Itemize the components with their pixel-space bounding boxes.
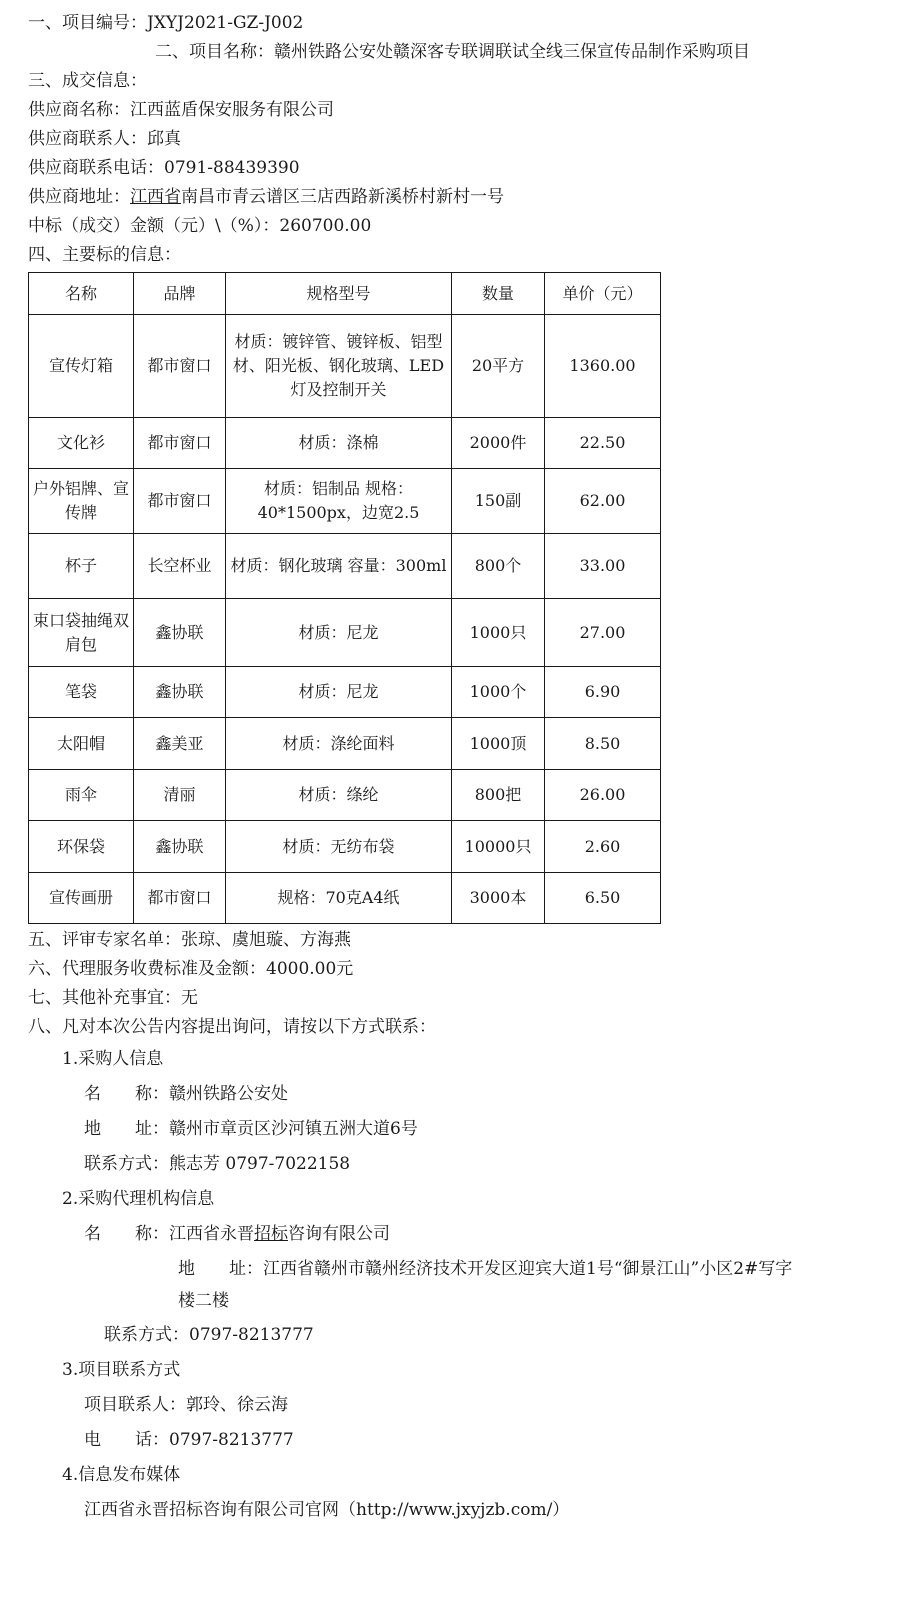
cell-name: 宣传灯箱 bbox=[29, 315, 134, 418]
cell-brand: 都市窗口 bbox=[134, 418, 226, 469]
table-row bbox=[29, 770, 661, 821]
header-name: 名称 bbox=[29, 273, 134, 315]
header-spec: 规格型号 bbox=[226, 273, 452, 315]
cell-name: 文化衫 bbox=[29, 418, 134, 469]
buyer-contact: 联系方式：熊志芳 0797-7022158 bbox=[84, 1154, 351, 1174]
cell-name: 宣传画册 bbox=[29, 873, 134, 924]
cell-price: 6.90 bbox=[545, 667, 661, 718]
cell-name: 太阳帽 bbox=[29, 718, 134, 770]
cell-brand: 鑫协联 bbox=[134, 667, 226, 718]
table-row bbox=[29, 534, 661, 599]
cell-spec: 材质：尼龙 bbox=[226, 599, 452, 667]
cell-spec: 材质：涤纶面料 bbox=[226, 718, 452, 770]
cell-brand: 鑫协联 bbox=[134, 599, 226, 667]
project-number: 一、项目编号：JXYJ2021-GZ-J002 bbox=[28, 13, 304, 33]
cell-spec: 材质：无纺布袋 bbox=[226, 821, 452, 873]
cell-name: 雨伞 bbox=[29, 770, 134, 821]
table-row bbox=[29, 469, 661, 534]
agency-address-line1: 地 址：江西省赣州市赣州经济技术开发区迎宾大道1号“御景江山”小区2#写字 bbox=[178, 1259, 793, 1279]
cell-name: 束口袋抽绳双肩包 bbox=[29, 599, 134, 667]
media-heading: 4.信息发布媒体 bbox=[62, 1465, 181, 1485]
cell-qty: 10000只 bbox=[452, 821, 545, 873]
cell-brand: 都市窗口 bbox=[134, 315, 226, 418]
cell-qty: 150副 bbox=[452, 469, 545, 534]
other-matters: 七、其他补充事宜：无 bbox=[28, 988, 198, 1008]
deal-info-heading: 三、成交信息： bbox=[28, 71, 147, 91]
table-row bbox=[29, 315, 661, 418]
agency-name-suffix: 咨询有限公司 bbox=[288, 1224, 390, 1244]
buyer-info-heading: 1.采购人信息 bbox=[62, 1049, 164, 1069]
cell-name: 户外铝牌、宣传牌 bbox=[29, 469, 134, 534]
cell-brand: 长空杯业 bbox=[134, 534, 226, 599]
cell-spec: 材质：镀锌管、镀锌板、铝型材、阳光板、钢化玻璃、LED灯及控制开关 bbox=[226, 315, 452, 418]
table-row bbox=[29, 667, 661, 718]
cell-brand: 清丽 bbox=[134, 770, 226, 821]
supplier-address bbox=[28, 186, 504, 208]
supplier-address-province: 江西省 bbox=[130, 187, 181, 207]
cell-brand: 鑫美亚 bbox=[134, 718, 226, 770]
cell-price: 8.50 bbox=[545, 718, 661, 770]
table-header-row bbox=[29, 273, 661, 315]
cell-qty: 800把 bbox=[452, 770, 545, 821]
cell-spec: 材质：铝制品 规格：40*1500px，边宽2.5 bbox=[226, 469, 452, 534]
header-qty: 数量 bbox=[452, 273, 545, 315]
cell-spec: 材质：涤棉 bbox=[226, 418, 452, 469]
items-table bbox=[28, 272, 661, 924]
cell-qty: 800个 bbox=[452, 534, 545, 599]
cell-price: 33.00 bbox=[545, 534, 661, 599]
cell-price: 62.00 bbox=[545, 469, 661, 534]
table-row bbox=[29, 418, 661, 469]
project-name: 二、项目名称：赣州铁路公安处赣深客专联调联试全线三保宣传品制作采购项目 bbox=[155, 42, 750, 62]
cell-name: 笔袋 bbox=[29, 667, 134, 718]
cell-brand: 鑫协联 bbox=[134, 821, 226, 873]
deal-amount: 中标（成交）金额（元）\（%）：260700.00 bbox=[28, 216, 372, 236]
cell-spec: 材质：钢化玻璃 容量：300ml bbox=[226, 534, 452, 599]
agency-name-prefix: 名 称：江西省永晋 bbox=[84, 1224, 254, 1244]
cell-spec: 材质：绦纶 bbox=[226, 770, 452, 821]
supplier-contact: 供应商联系人：邱真 bbox=[28, 129, 181, 149]
cell-qty: 1000只 bbox=[452, 599, 545, 667]
cell-price: 22.50 bbox=[545, 418, 661, 469]
media-site: 江西省永晋招标咨询有限公司官网（http://www.jxyjzb.com/） bbox=[84, 1500, 570, 1520]
project-contact-phone: 电 话：0797-8213777 bbox=[84, 1430, 294, 1450]
supplier-phone: 供应商联系电话：0791-88439390 bbox=[28, 158, 300, 178]
cell-qty: 3000本 bbox=[452, 873, 545, 924]
cell-price: 1360.00 bbox=[545, 315, 661, 418]
cell-qty: 2000件 bbox=[452, 418, 545, 469]
cell-price: 26.00 bbox=[545, 770, 661, 821]
main-items-heading: 四、主要标的信息： bbox=[28, 245, 181, 265]
project-contact-person: 项目联系人：郭玲、徐云海 bbox=[84, 1395, 288, 1415]
header-price: 单价（元） bbox=[545, 273, 661, 315]
table-row bbox=[29, 718, 661, 770]
project-contact-heading: 3.项目联系方式 bbox=[62, 1360, 181, 1380]
cell-qty: 1000顶 bbox=[452, 718, 545, 770]
supplier-address-detail: 南昌市青云谱区三店西路新溪桥村新村一号 bbox=[181, 187, 504, 207]
table-row bbox=[29, 821, 661, 873]
supplier-address-label: 供应商地址： bbox=[28, 187, 130, 207]
cell-price: 27.00 bbox=[545, 599, 661, 667]
cell-spec: 规格：70克A4纸 bbox=[226, 873, 452, 924]
header-brand: 品牌 bbox=[134, 273, 226, 315]
agency-fee: 六、代理服务收费标准及金额：4000.00元 bbox=[28, 959, 354, 979]
agency-name-underlined: 招标 bbox=[254, 1224, 288, 1244]
cell-price: 2.60 bbox=[545, 821, 661, 873]
agency-info-heading: 2.采购代理机构信息 bbox=[62, 1189, 215, 1209]
agency-address-line2: 楼二楼 bbox=[178, 1291, 229, 1311]
agency-contact: 联系方式：0797-8213777 bbox=[104, 1325, 314, 1345]
buyer-address: 地 址：赣州市章贡区沙河镇五洲大道6号 bbox=[84, 1119, 418, 1139]
contact-heading: 八、凡对本次公告内容提出询问，请按以下方式联系： bbox=[28, 1017, 436, 1037]
cell-qty: 1000个 bbox=[452, 667, 545, 718]
cell-qty: 20平方 bbox=[452, 315, 545, 418]
cell-spec: 材质：尼龙 bbox=[226, 667, 452, 718]
buyer-name: 名 称：赣州铁路公安处 bbox=[84, 1084, 288, 1104]
cell-name: 环保袋 bbox=[29, 821, 134, 873]
table-row bbox=[29, 599, 661, 667]
cell-brand: 都市窗口 bbox=[134, 469, 226, 534]
table-row bbox=[29, 873, 661, 924]
supplier-name: 供应商名称：江西蓝盾保安服务有限公司 bbox=[28, 100, 334, 120]
expert-list: 五、评审专家名单：张琼、虞旭璇、方海燕 bbox=[28, 930, 351, 950]
cell-price: 6.50 bbox=[545, 873, 661, 924]
cell-name: 杯子 bbox=[29, 534, 134, 599]
cell-brand: 都市窗口 bbox=[134, 873, 226, 924]
agency-name bbox=[84, 1223, 390, 1245]
